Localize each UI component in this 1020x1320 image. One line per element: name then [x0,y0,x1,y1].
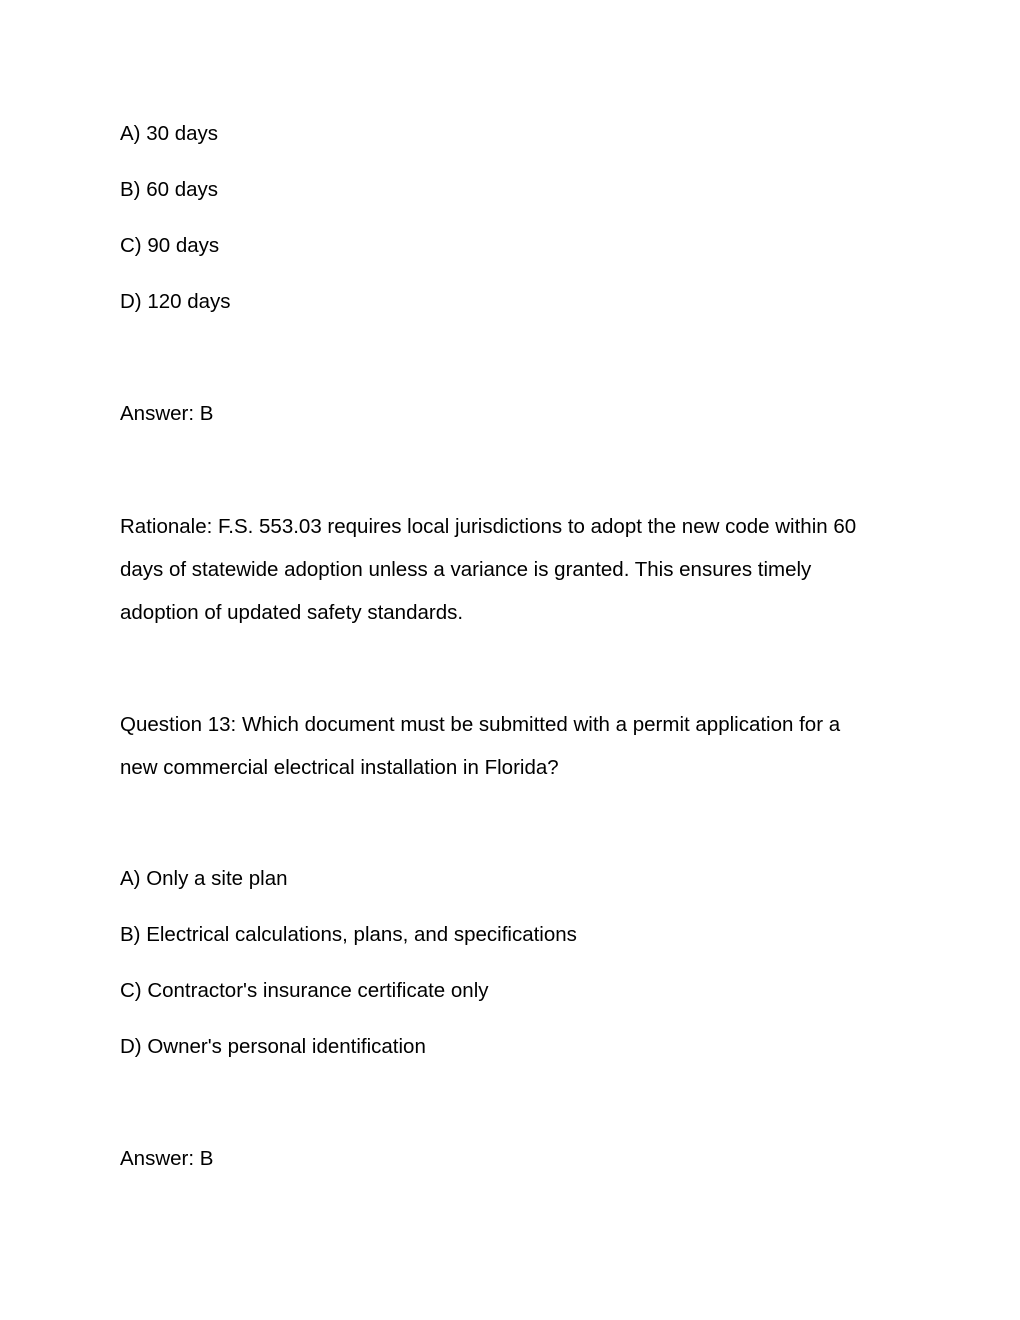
q13-option-d: D) Owner's personal identification [120,1035,426,1058]
q13-answer: Answer: B [120,1147,214,1170]
q13-option-c: C) Contractor's insurance certificate only [120,979,489,1002]
q12-option-c: C) 90 days [120,234,220,257]
q12-rationale-line-3: adoption of updated safety standards. [120,601,464,624]
q12-option-b: B) 60 days [120,178,218,201]
q12-option-d: D) 120 days [120,290,231,313]
q12-option-a: A) 30 days [120,122,218,145]
q12-rationale-line-1: Rationale: F.S. 553.03 requires local jurisdictions to adopt the new code within 60 [120,515,857,538]
q13-question [120,703,910,789]
q12-answer: Answer: B [120,402,214,425]
q12-rationale [120,505,910,634]
q13-question-line-1: Question 13: Which document must be submitted with a permit application for a [120,713,841,736]
q13-option-a: A) Only a site plan [120,867,288,890]
q13-question-line-2: new commercial electrical installation in Florida? [120,756,559,779]
q12-rationale-line-2: days of statewide adoption unless a variance is granted. This ensures timely [120,558,812,581]
q13-option-b: B) Electrical calculations, plans, and specifications [120,923,577,946]
